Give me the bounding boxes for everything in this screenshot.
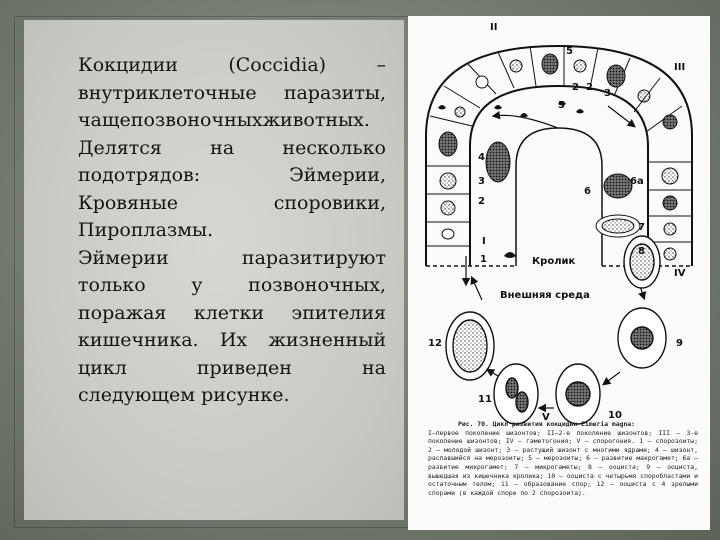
label-1: 1 [480, 254, 487, 265]
label-2: 2 [478, 196, 485, 207]
label-4: 4 [478, 152, 485, 163]
label-7: 7 [638, 222, 645, 233]
label-ii: II [490, 22, 498, 33]
caption-title: Рис. 70. Цикл развития кокцидии Eimeria magna: [458, 420, 635, 428]
text-line: чащепозвоночныхживотных. [78, 109, 370, 131]
label-iii: III [674, 62, 686, 73]
label-6a: 6a [630, 176, 644, 187]
text-line: поражая клетки эпителия [78, 301, 386, 324]
label-v: V [542, 412, 550, 423]
label-2c: 2 [572, 82, 579, 93]
text-line: Пироплазмы. [78, 219, 214, 241]
figure-caption [428, 420, 698, 497]
host-label: Кролик [532, 256, 576, 267]
label-3: 3 [478, 176, 485, 187]
label-6: 6 [584, 186, 591, 197]
label-9: 9 [676, 338, 683, 349]
label-10: 10 [608, 410, 622, 421]
environment-label: Внешняя среда [500, 290, 590, 301]
paragraph-coccidia [42, 52, 386, 245]
text-line: цикл приведен на [78, 356, 386, 379]
body-text [42, 52, 386, 410]
text-line: Кровяные споровики, [78, 191, 386, 214]
text-line: внутриклеточные паразиты, [78, 81, 386, 104]
label-3b: 3 [604, 88, 611, 99]
text-panel [24, 20, 404, 520]
text-line: подотрядов: Эймерии, [78, 164, 386, 186]
label-12: 12 [428, 338, 442, 349]
life-cycle-figure [408, 16, 710, 530]
paragraph-eimeria [42, 245, 386, 410]
label-8: 8 [638, 246, 645, 257]
text-line: Эймерии паразитируют [78, 246, 386, 269]
label-11: 11 [478, 394, 492, 405]
label-i: I [482, 236, 486, 247]
text-line: кишечника. Их жизненный [78, 329, 386, 351]
text-line: следующем рисунке. [78, 384, 290, 406]
label-2b: 2 [586, 82, 593, 93]
text-line: только у позвоночных, [78, 274, 386, 296]
caption-body: I—первое поколение шизонтов; II—2-е поколение шизонтов; III — 3-е поколение шизонтов; IV — гаметогония; V — спорогония. 1 — спорозоиты; 2 — молодой шизонт; 3 — растущий шизонт с многими ядрами; 4 — шизонт, распавшийся на мерозоиты; 5 — мерозоиты; 6 — развитие макрогамет; 6а — развитие микрогамет; 7 — микрогаметы; 8 — ооциста; 9 — ооциста, вышедшая из кишечника кролика; 10 — ооциста с четырьмя споробластами и остаточным телом; 11 — образование спор; 12 — ооциста с 4 зрелыми спорами (в каждой споре по 2 спорозоита). [428, 428, 698, 497]
label-5b: 5 [558, 100, 565, 111]
label-iv: IV [674, 268, 686, 279]
label-5a: 5 [566, 46, 573, 57]
text-line: Кокцидии (Coccidia) – [78, 54, 386, 76]
text-line: Делятся на несколько [78, 136, 386, 159]
